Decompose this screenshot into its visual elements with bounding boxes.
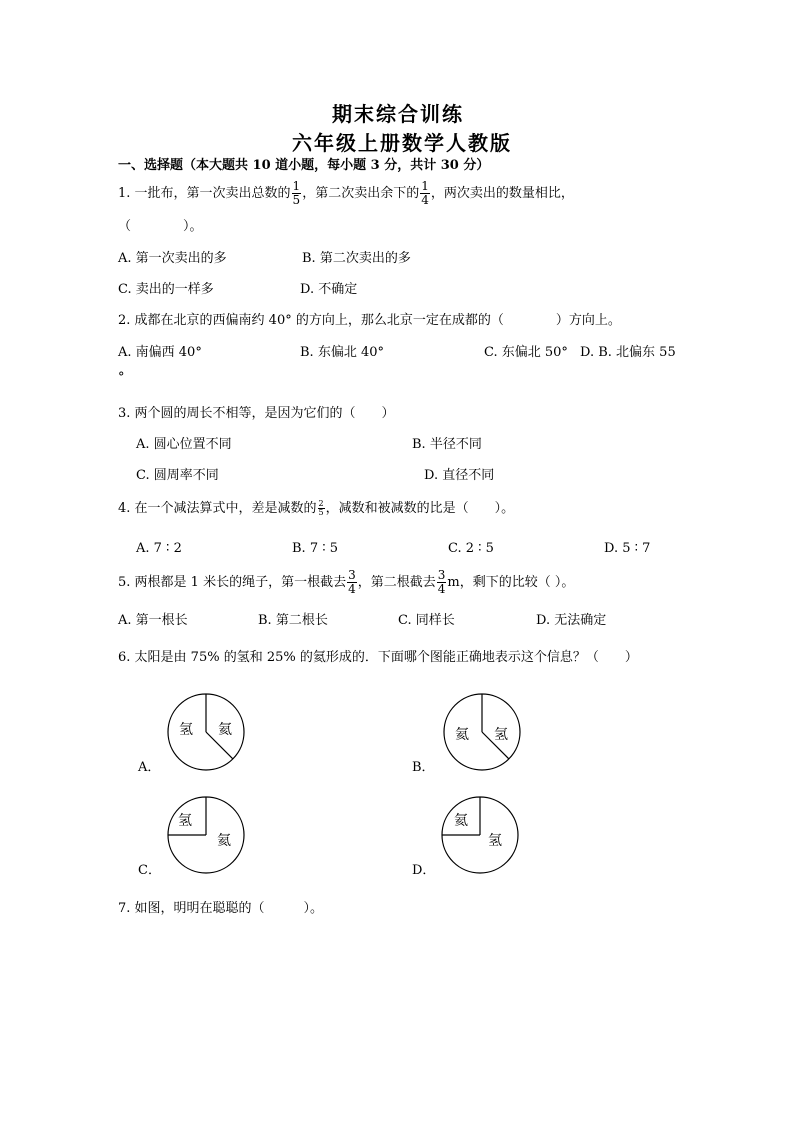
q5-option-c[interactable]: C. 同样长 (398, 613, 455, 628)
q4-option-a[interactable]: A. 7 ∶ 2 (136, 541, 182, 556)
pie-c-large-label: 氦 (217, 833, 231, 849)
q4-fraction: $\frac{2}{5}$ (318, 499, 324, 517)
question-1-stem (118, 180, 574, 207)
pie-chart-option-d[interactable] (440, 795, 520, 875)
q3-option-b[interactable]: B. 半径不同 (412, 437, 482, 452)
pie-c-small-label: 氢 (178, 813, 192, 829)
q2-option-c[interactable]: C. 东偏北 50° (484, 345, 568, 360)
q5-option-b[interactable]: B. 第二根长 (258, 613, 328, 628)
q4-text-a: 4. 在一个减法算式中，差是减数的 (118, 501, 317, 516)
q5-option-a[interactable]: A. 第一根长 (118, 613, 188, 628)
q3-option-c[interactable]: C. 圆周率不同 (136, 468, 219, 483)
q4-option-b[interactable]: B. 7 ∶ 5 (292, 541, 339, 556)
q1-text-c: ，两次卖出的数量相比， (430, 186, 574, 201)
q6-option-d-label[interactable]: D． (412, 863, 436, 878)
q5-text-c: m，剩下的比较（ ）。 (447, 575, 575, 590)
q2-option-b[interactable]: B. 东偏北 40° (300, 345, 384, 360)
q4-option-d[interactable]: D. 5 ∶ 7 (604, 541, 651, 556)
pie-chart-option-b[interactable] (442, 692, 522, 772)
q6-option-b-label[interactable]: B． (412, 760, 435, 775)
q1-option-b[interactable]: B. 第二次卖出的多 (302, 251, 411, 266)
q3-option-d[interactable]: D. 直径不同 (424, 468, 495, 483)
question-6-stem: 6. 太阳是由 75% 的氢和 25% 的氦形成的．下面哪个图能正确地表示这个信息？（ ） (118, 650, 638, 665)
page-title: 期末综合训练 (332, 102, 464, 126)
q4-text-b: ，减数和被减数的比是（ ）。 (325, 501, 515, 516)
pie-a-right-label: 氦 (218, 722, 232, 738)
question-3-stem: 3. 两个圆的周长不相等，是因为它们的（ ） (118, 406, 395, 421)
q5-text-b: ，第二根截去 (357, 575, 436, 590)
pie-chart-option-a[interactable] (166, 692, 246, 772)
q2-wrapped-tail: ° (118, 370, 125, 385)
q1-fraction-1: $\frac{1}{5}$ (292, 179, 301, 207)
q1-answer-blank[interactable]: （ ）。 (118, 219, 203, 234)
q2-option-a[interactable]: A. 南偏西 40° (118, 345, 202, 360)
q1-option-a[interactable]: A. 第一次卖出的多 (118, 251, 227, 266)
q1-text-a: 1. 一批布，第一次卖出总数的 (118, 186, 291, 201)
q5-fraction-1: $\frac{3}{4}$ (348, 568, 356, 596)
q5-fraction-2: $\frac{3}{4}$ (437, 568, 446, 596)
q5-text-a: 5. 两根都是 1 米长的绳子，第一根截去 (118, 575, 347, 590)
q5-option-d[interactable]: D. 无法确定 (536, 613, 607, 628)
question-4-stem (118, 500, 514, 517)
q6-option-a-label[interactable]: A． (138, 760, 161, 775)
q2-option-d[interactable]: D. B. 北偏东 55 (580, 345, 676, 360)
page-subtitle: 六年级上册数学人教版 (292, 131, 512, 155)
pie-b-left-label: 氦 (455, 727, 469, 743)
q4-option-c[interactable]: C. 2 ∶ 5 (448, 541, 494, 556)
q3-option-a[interactable]: A. 圆心位置不同 (136, 437, 232, 452)
q1-text-b: ，第二次卖出余下的 (302, 186, 420, 201)
pie-d-small-label: 氦 (454, 813, 468, 829)
q1-option-d[interactable]: D. 不确定 (300, 282, 358, 297)
pie-a-left-label: 氢 (179, 722, 193, 738)
question-5-stem (118, 569, 574, 596)
question-7-stem: 7. 如图，明明在聪聪的（ ）。 (118, 901, 324, 916)
q1-option-c[interactable]: C. 卖出的一样多 (118, 282, 214, 297)
question-2-stem: 2. 成都在北京的西偏南约 40° 的方向上，那么北京一定在成都的（ ）方向上。 (118, 313, 621, 328)
q6-option-c-label[interactable]: C． (138, 863, 161, 878)
pie-b-right-label: 氢 (494, 727, 508, 743)
q1-fraction-2: $\frac{1}{4}$ (421, 179, 429, 207)
section-heading: 一、选择题（本大题共 10 道小题，每小题 3 分，共计 30 分） (118, 158, 490, 173)
pie-chart-option-c[interactable] (166, 795, 246, 875)
pie-d-large-label: 氢 (488, 833, 502, 849)
